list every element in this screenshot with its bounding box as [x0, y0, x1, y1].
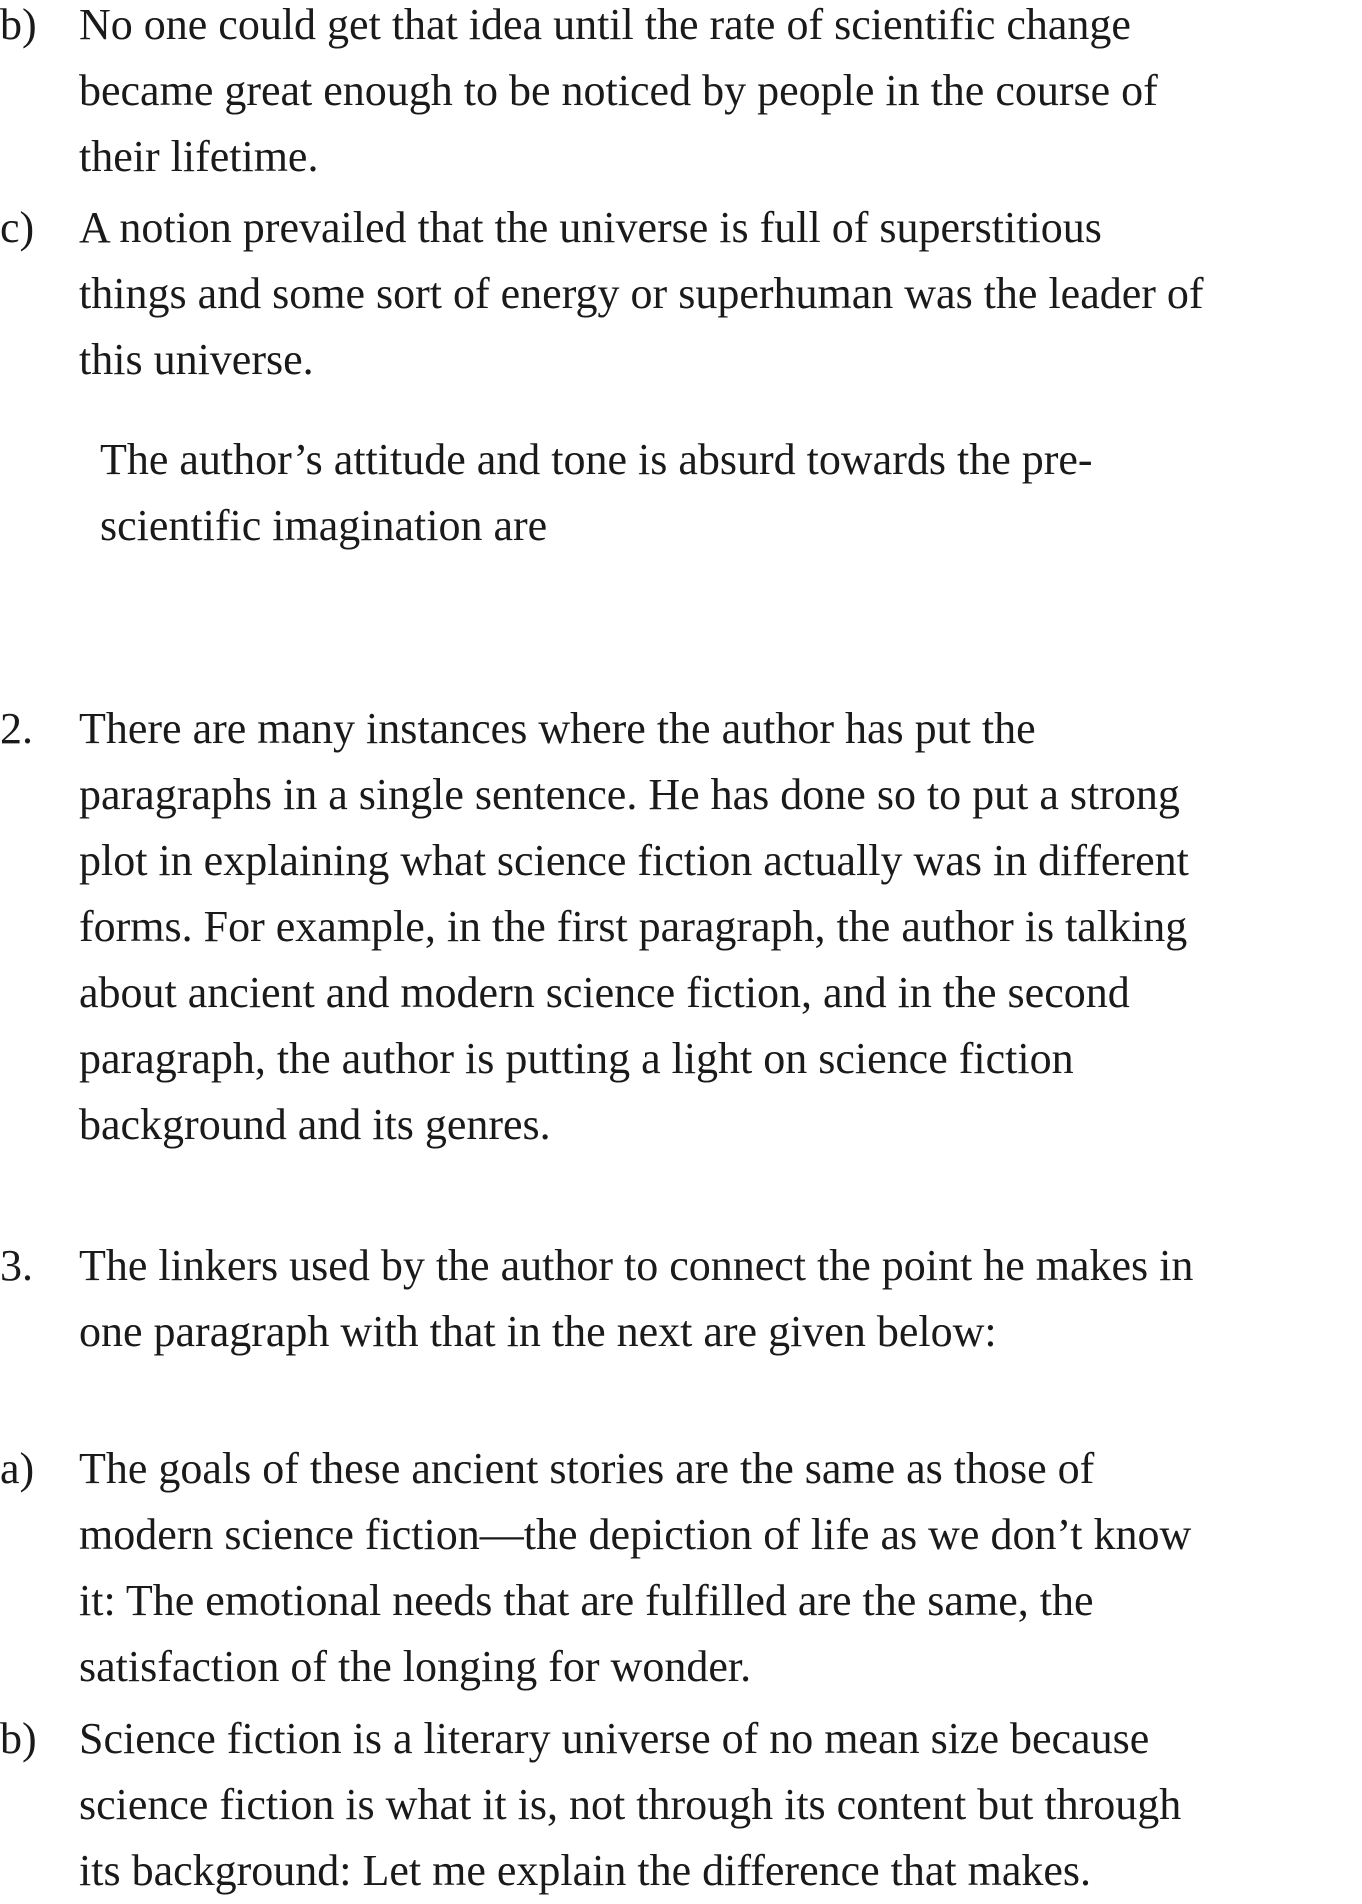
list-marker: c) [0, 203, 35, 252]
list-item-text [79, 1233, 1359, 1365]
text-line: this universe. [79, 335, 314, 384]
list-marker: 2. [0, 704, 33, 753]
text-line: plot in explaining what science fiction actually was in different [79, 836, 1189, 885]
text-line: satisfaction of the longing for wonder. [79, 1642, 752, 1691]
list-marker: b) [0, 0, 37, 49]
list-item-text [79, 1706, 1359, 1904]
text-line: modern science fiction—the depiction of life as we don’t know [79, 1510, 1192, 1559]
text-line: Science fiction is a literary universe of no mean size because [79, 1714, 1150, 1763]
text-line: No one could get that idea until the rate of scientific change [79, 0, 1131, 49]
text-line: paragraphs in a single sentence. He has done so to put a strong [79, 770, 1180, 819]
note-text [100, 427, 1362, 559]
text-line: became great enough to be noticed by people in the course of [79, 66, 1158, 115]
list-item-text [79, 0, 1359, 190]
list-marker: b) [0, 1714, 37, 1763]
text-line: There are many instances where the author has put the [79, 704, 1036, 753]
text-line: paragraph, the author is putting a light on science fiction [79, 1034, 1074, 1083]
text-line: The linkers used by the author to connect the point he makes in [79, 1241, 1194, 1290]
text-line: things and some sort of energy or superhuman was the leader of [79, 269, 1204, 318]
text-line: about ancient and modern science fiction, and in the second [79, 968, 1130, 1017]
text-line: science fiction is what it is, not through its content but through [79, 1780, 1182, 1829]
text-line: The goals of these ancient stories are the same as those of [79, 1444, 1095, 1493]
list-marker: a) [0, 1444, 35, 1493]
text-line: their lifetime. [79, 132, 319, 181]
text-line: one paragraph with that in the next are given below: [79, 1307, 997, 1356]
text-line: it: The emotional needs that are fulfilled are the same, the [79, 1576, 1094, 1625]
list-marker: 3. [0, 1241, 33, 1290]
text-line: A notion prevailed that the universe is full of superstitious [79, 203, 1102, 252]
list-item-text [79, 1436, 1359, 1700]
list-item-text [79, 195, 1359, 393]
text-line: forms. For example, in the first paragraph, the author is talking [79, 902, 1188, 951]
text-line: its background: Let me explain the difference that makes. [79, 1846, 1092, 1895]
list-item-text [79, 696, 1359, 1158]
text-line: The author’s attitude and tone is absurd towards the pre- [100, 435, 1093, 484]
text-line: background and its genres. [79, 1100, 551, 1149]
text-line: scientific imagination are [100, 501, 548, 550]
